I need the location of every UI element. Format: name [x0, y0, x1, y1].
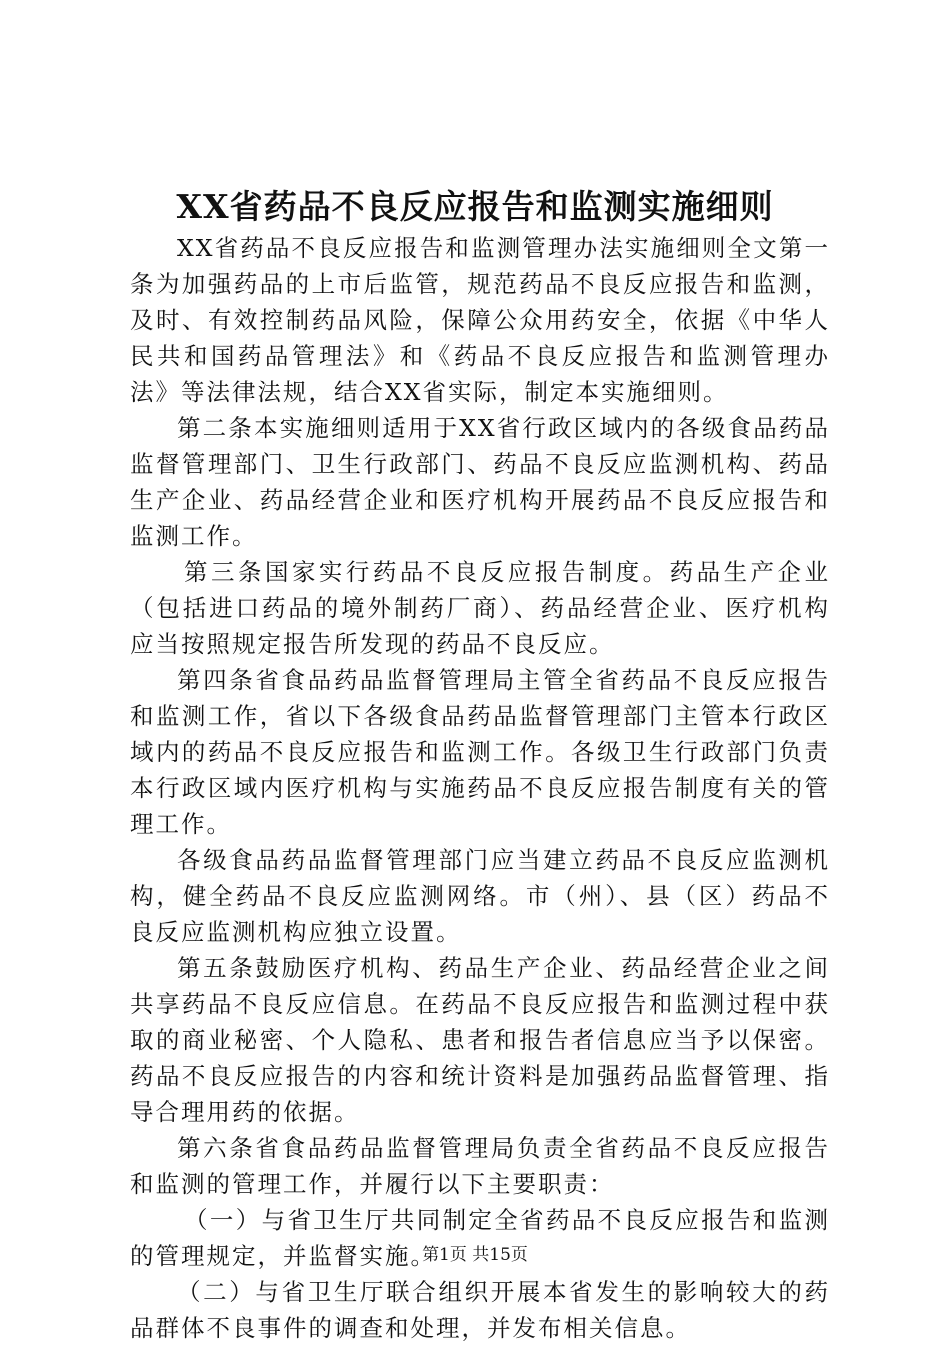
- paragraph-article-1: XX省药品不良反应报告和监测管理办法实施细则全文第一条为加强药品的上市后监管，规范药品不良反应报告和监测，及时、有效控制药品风险，保障公众用药安全，依据《中华人民共和国药品管理法》和《药品不良反应报告和监测管理办法》等法律法规，结合XX省实际，制定本实施细则。: [130, 234, 830, 406]
- page-number-footer: 第1页 共15页: [422, 1245, 528, 1265]
- paragraph-duty-2: （二）与省卫生厅联合组织开展本省发生的影响较大的药品群体不良事件的调查和处理，并发布相关信息。: [130, 1278, 830, 1342]
- document-body: [130, 230, 830, 1346]
- paragraph-article-3: 第三条国家实行药品不良反应报告制度。药品生产企业（包括进口药品的境外制药厂商）、药品经营企业、医疗机构应当按照规定报告所发现的药品不良反应。: [130, 558, 830, 658]
- paragraph-article-6: 第六条省食品药品监督管理局负责全省药品不良反应报告和监测的管理工作，并履行以下主要职责：: [130, 1134, 830, 1198]
- paragraph-article-2: 第二条本实施细则适用于XX省行政区域内的各级食品药品监督管理部门、卫生行政部门、药品不良反应监测机构、药品生产企业、药品经营企业和医疗机构开展药品不良反应报告和监测工作。: [130, 414, 830, 550]
- document-title: XX省药品不良反应报告和监测实施细则: [176, 187, 774, 226]
- paragraph-monitoring-agencies: 各级食品药品监督管理部门应当建立药品不良反应监测机构，健全药品不良反应监测网络。市（州）、县（区）药品不良反应监测机构应独立设置。: [130, 846, 830, 946]
- paragraph-article-4: 第四条省食品药品监督管理局主管全省药品不良反应报告和监测工作，省以下各级食品药品监督管理部门主管本行政区域内的药品不良反应报告和监测工作。各级卫生行政部门负责本行政区域内医疗机构与实施药品不良反应报告制度有关的管理工作。: [130, 666, 830, 838]
- paragraph-article-5: 第五条鼓励医疗机构、药品生产企业、药品经营企业之间共享药品不良反应信息。在药品不良反应报告和监测过程中获取的商业秘密、个人隐私、患者和报告者信息应当予以保密。药品不良反应报告的内容和统计资料是加强药品监督管理、指导合理用药的依据。: [130, 954, 830, 1126]
- paragraph-duty-1: （一）与省卫生厅共同制定全省药品不良反应报告和监测的管理规定，并监督实施。: [130, 1206, 830, 1270]
